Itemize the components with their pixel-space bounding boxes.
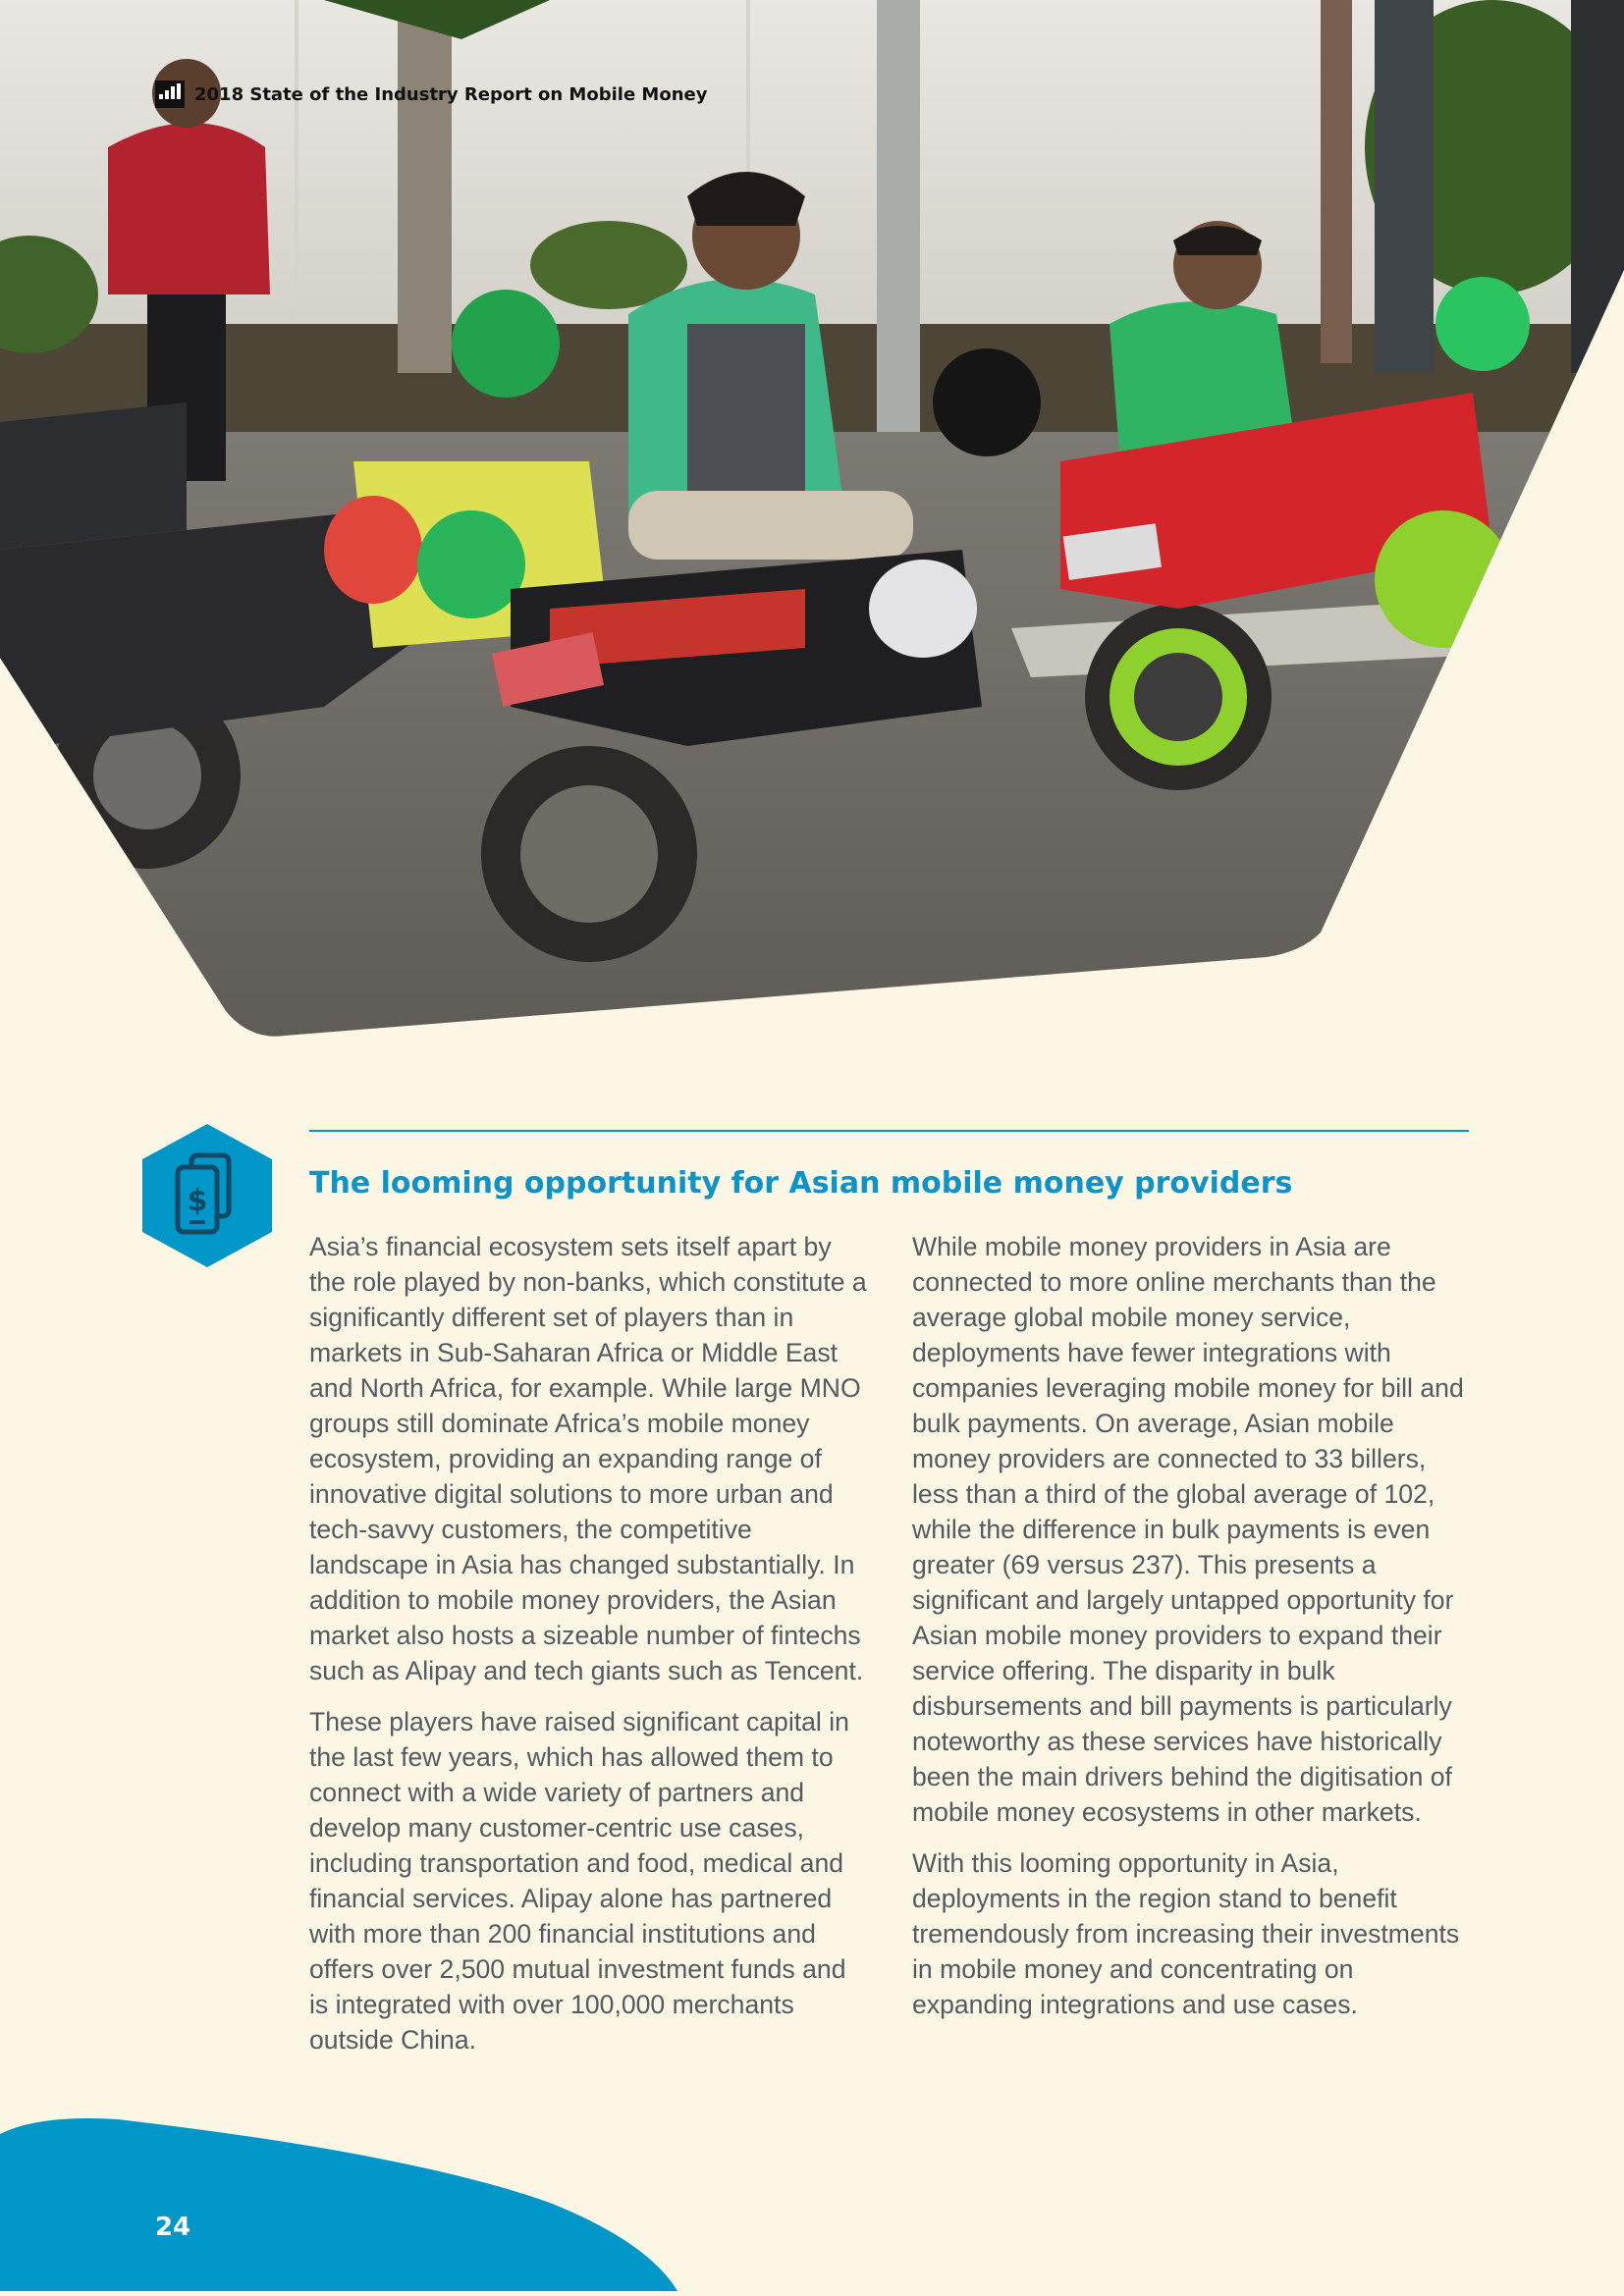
left-column (309, 1229, 869, 2073)
report-header (155, 80, 707, 108)
mobile-money-phones-icon (140, 1124, 274, 1267)
section-divider (309, 1130, 1469, 1132)
paragraph: Asia’s financial ecosystem sets itself apart by the role played by non-banks, which constitute a significantly different set of players than in markets in Sub-Saharan Africa or Middle East and North Africa, for example. While large MNO groups still dominate Africa’s mobile money ecosystem, providing an expanding range of innovative digital solutions to more urban and tech-savvy customers, the competitive landscape in Asia has changed substantially. In addition to mobile money providers, the Asian market also hosts a sizeable number of fintechs such as Alipay and tech giants such as Tencent. (309, 1232, 867, 1685)
hero-photo (0, 0, 1624, 1041)
report-title: 2018 State of the Industry Report on Mobile Money (194, 83, 708, 105)
paragraph: These players have raised significant capital in the last few years, which has allowed them to connect with a wide variety of partners and develop many customer-centric use cases, including transportation and food, medical and financial services. Alipay alone has partnered with more than 200 financial institutions and offers over 2,500 mutual investment funds and is integrated with over 100,000 merchants outside China. (309, 1707, 849, 2055)
right-column (912, 1229, 1472, 2038)
section-title: The looming opportunity for Asian mobile money providers (309, 1166, 1293, 1201)
section-badge (140, 1124, 274, 1267)
gsma-logo-icon (155, 80, 185, 108)
motorbike-riders-photo (0, 0, 1624, 1041)
page-number: 24 (155, 2213, 191, 2242)
paragraph: With this looming opportunity in Asia, deployments in the region stand to benefit tremendously from increasing their investments in mobile money and concentrating on expanding integrations and use cases. (912, 1848, 1460, 2019)
paragraph: While mobile money providers in Asia are connected to more online merchants than the average global mobile money service, deployments have fewer integrations with companies leveraging mobile money for bill and bulk payments. On average, Asian mobile money providers are connected to 33 billers, less than a third of the global average of 102, while the difference in bulk payments is even greater (69 versus 237). This presents a significant and largely untapped opportunity for Asian mobile money providers to expand their service offering. The disparity in bulk disbursements and bill payments is particularly noteworthy as these services have historically been the main drivers behind the digitisation of mobile money ecosystems in other markets. (912, 1232, 1464, 1827)
svg-text:$: $ (187, 1184, 208, 1218)
footer-wave (0, 2114, 687, 2296)
